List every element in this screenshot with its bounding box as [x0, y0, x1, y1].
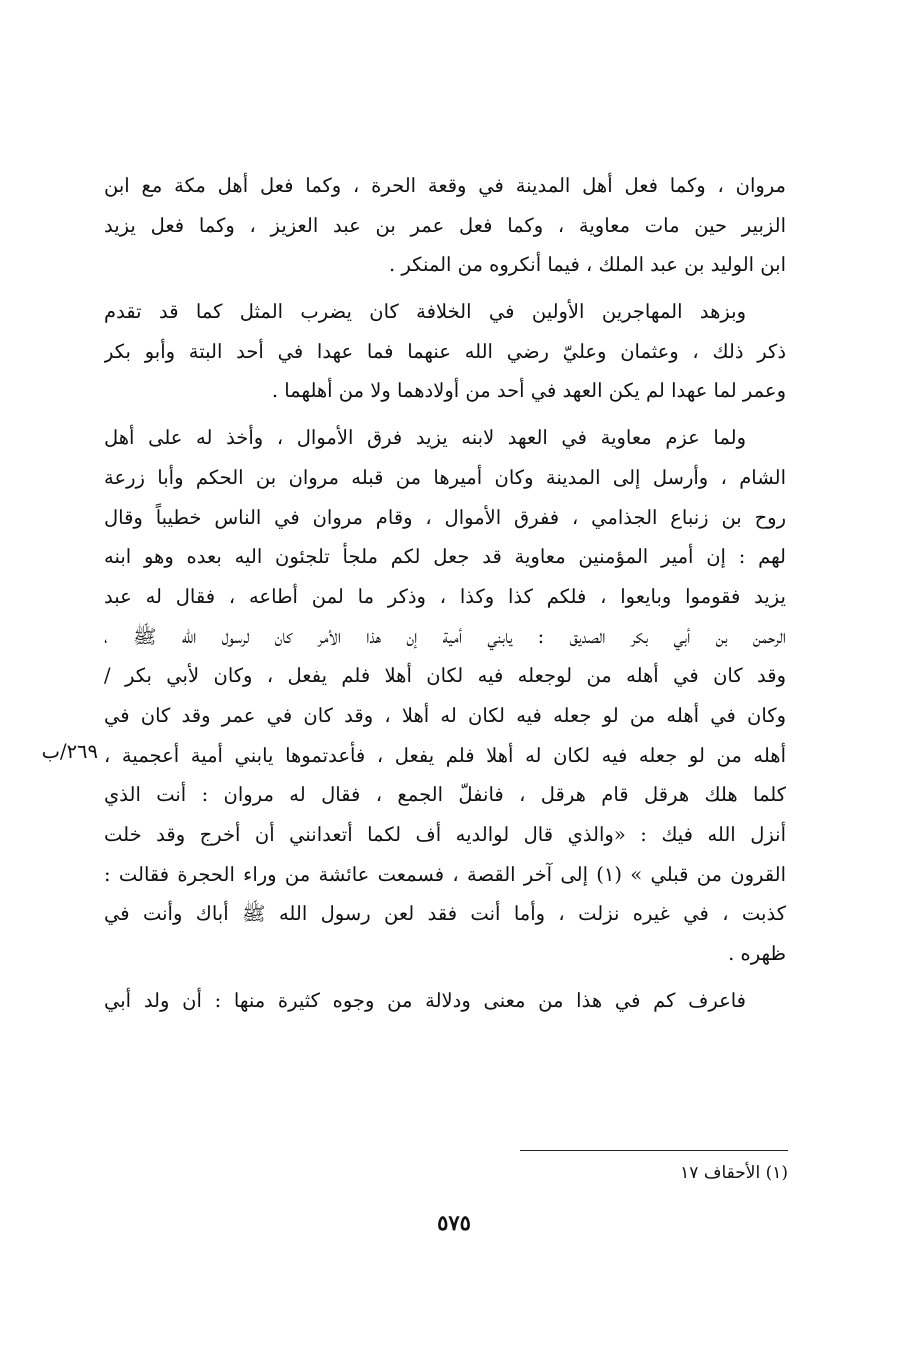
text-line: ابن الوليد بن عبد الملك ، فيما أنكروه من المنكر . — [389, 253, 786, 277]
text-line: ذكر ذلك ، وعثمان وعليّ رضي الله عنهما فما عهدا في أحد البتة وأبو بكر — [104, 339, 786, 363]
text-line: الزبير حين مات معاوية ، وكما فعل عمر بن عبد العزيز ، وكما فعل يزيد — [104, 213, 786, 237]
page-number: ٥٧٥ — [437, 1210, 471, 1235]
text-line: كلما هلك هرقل قام هرقل ، فانفلّ الجمع ، فقال له مروان : أنت الذي — [104, 783, 786, 807]
footnote-divider — [520, 1150, 788, 1151]
text-line: ظهره . — [728, 942, 786, 966]
text-line: يزيد فقوموا وبايعوا ، فلكم كذا وكذا ، وذكر ما لمن أطاعه ، فقال له عبد — [104, 584, 786, 608]
text-line: ولما عزم معاوية في العهد لابنه يزيد فرق الأموال ، وأخذ له على أهل — [104, 426, 746, 450]
text-line: مروان ، وكما فعل أهل المدينة في وقعة الحرة ، وكما فعل أهل مكة مع ابن — [104, 174, 786, 197]
text-line: أنزل الله فيك : «والذي قال لوالديه أف لكما أتعدانني أن أخرج وقد خلت — [104, 823, 786, 846]
text-line: وعمر لما عهدا لم يكن العهد في أحد من أولادهما ولا من أهلهما . — [271, 379, 786, 403]
text-line: وبزهد المهاجرين الأولين في الخلافة كان يضرب المثل كما قد تقدم — [104, 300, 746, 324]
text-line: القرون من قبلي » (١) إلى آخر القصة ، فسمعت عائشة من وراء الحجرة فقالت : — [104, 862, 786, 886]
footnote: (١) الأحقاف ١٧ — [680, 1163, 788, 1183]
text-line: روح بن زنباع الجذامي ، ففرق الأموال ، وقام مروان في الناس خطيباً وقال — [104, 505, 786, 529]
text-line: وكان في أهله من لو جعله فيه لكان له أهلا ، وقد كان في عمر وقد كان في — [104, 703, 786, 727]
text-line: وقد كان في أهله من لوجعله فيه لكان أهلا فلم يفعل ، وكان لأبي بكر / — [104, 664, 786, 688]
text-line: الرحمن بن أبي بكر الصديق : يابني أمية إن هذا الأمر كان لرسول الله ﷺ ، — [104, 624, 786, 648]
text-line: فاعرف كم في هذا من معنى ودلالة من وجوه كثيرة منها : أن ولد أبي — [104, 988, 746, 1012]
text-line: كذبت ، في غيره نزلت ، وأما أنت فقد لعن رسول الله ﷺ أباك وأنت في — [104, 902, 786, 926]
text-line: لهم : إن أمير المؤمنين معاوية قد جعل لكم ملجأ تلجئون اليه بعده وهو ابنه — [104, 545, 786, 569]
text-line: الشام ، وأرسل إلى المدينة وكان أميرها من قبله مروان بن الحكم وأبا زرعة — [104, 465, 786, 489]
manuscript-folio-note: ٢٦٩/ب — [41, 740, 98, 763]
main-text — [104, 166, 786, 1020]
text-line: أهله من لو جعله فيه لكان له أهلا فلم يفعل ، فأعدتموها يابني أمية أعجمية ، — [104, 743, 786, 767]
